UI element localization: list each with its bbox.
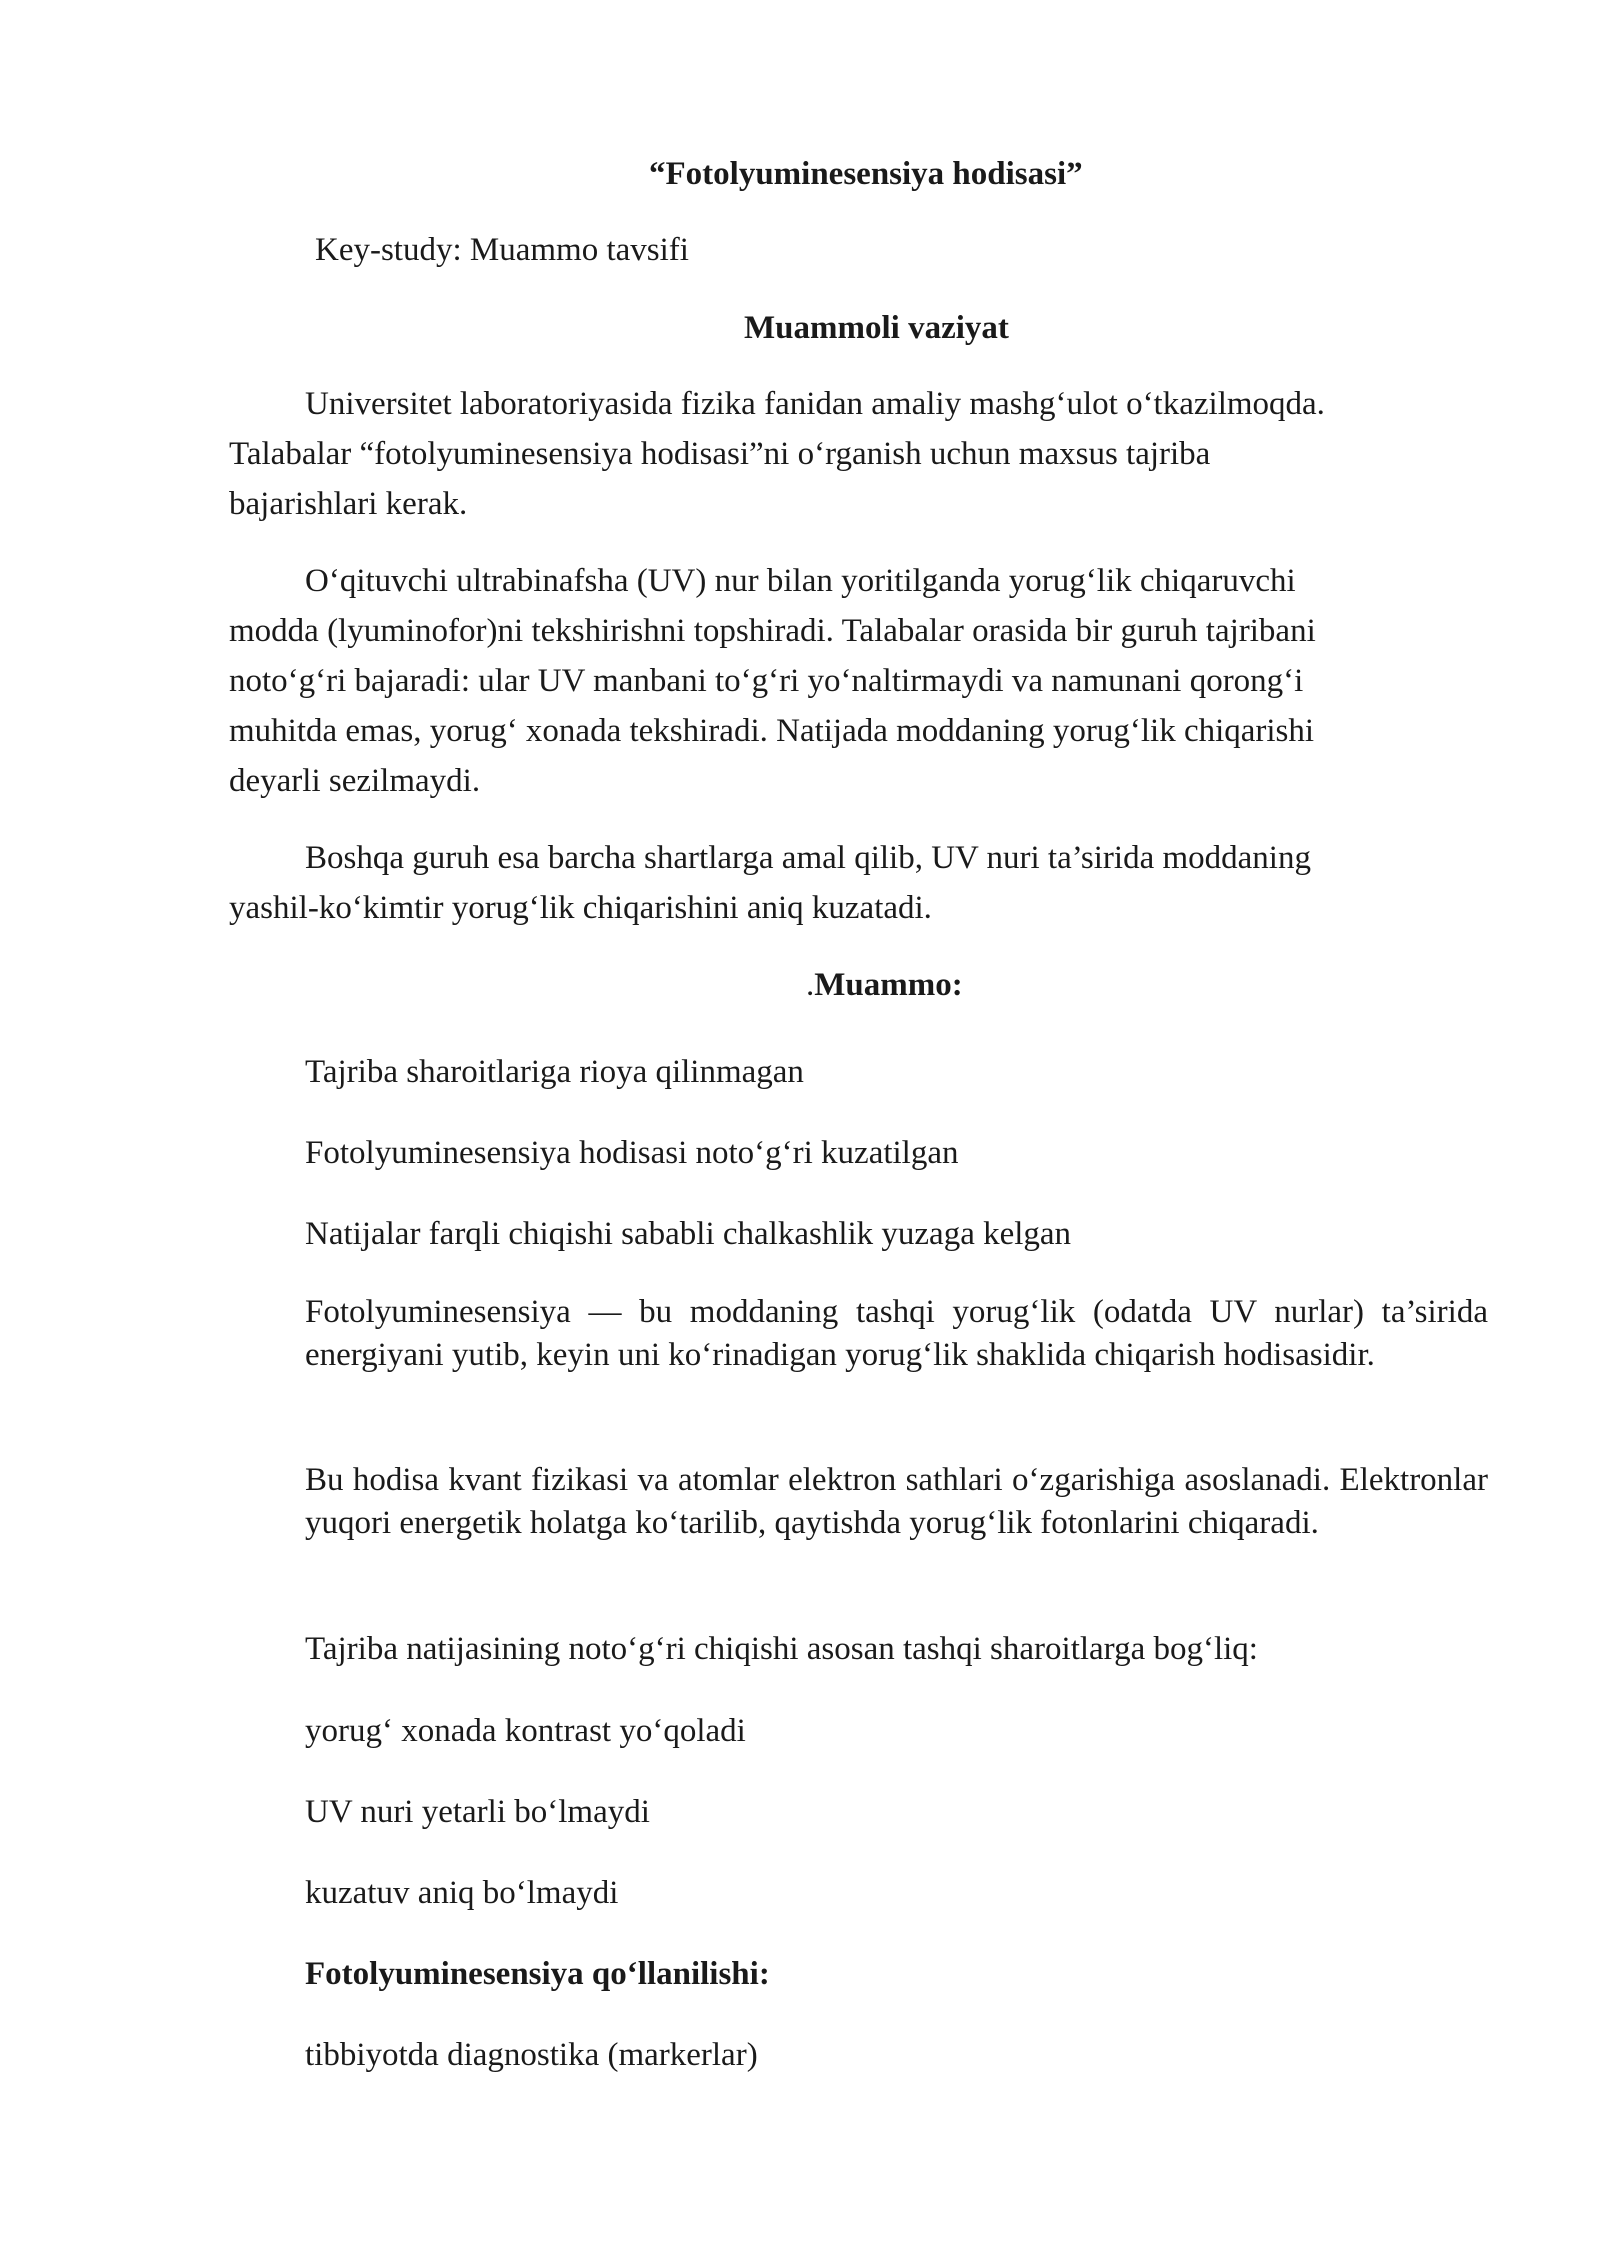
applications-heading: Fotolyuminesensiya qo‘llanilishi:	[305, 1956, 770, 1992]
paragraph-2-line: muhitda emas, yorug‘ xonada tekshiradi. Natijada moddaning yorug‘lik chiqarishi	[229, 713, 1315, 749]
definition-paragraph: Fotolyuminesensiya — bu moddaning tashqi yorug‘lik (odatda UV nurlar) ta’sirida energiyani yutib, keyin uni ko‘rinadigan yorug‘lik shaklida chiqarish hodisasidir.	[305, 1294, 1488, 1373]
paragraph-1-line: Universitet laboratoriyasida fizika fanidan amaliy mashg‘ulot o‘tkazilmoqda.	[305, 386, 1325, 422]
paragraph-1-line: bajarishlari kerak.	[229, 486, 468, 522]
paragraph-3-line: Boshqa guruh esa barcha shartlarga amal qilib, UV nuri ta’sirida moddaning	[305, 840, 1311, 876]
problem-heading	[806, 969, 963, 1002]
causes-intro: Tajriba natijasining noto‘g‘ri chiqishi asosan tashqi sharoitlarga bog‘liq:	[305, 1631, 1258, 1667]
problem-item: Natijalar farqli chiqishi sababli chalkashlik yuzaga kelgan	[305, 1216, 1072, 1252]
paragraph-1-line: Talabalar “fotolyuminesensiya hodisasi”ni o‘rganish uchun maxsus tajriba	[229, 436, 1211, 472]
section-heading: Muammoli vaziyat	[744, 310, 1009, 346]
paragraph-2-line: modda (lyuminofor)ni tekshirishni topshiradi. Talabalar orasida bir guruh tajribani	[229, 613, 1316, 649]
cause-item: UV nuri yetarli bo‘lmaydi	[305, 1794, 650, 1830]
application-item: tibbiyotda diagnostika (markerlar)	[305, 2037, 758, 2073]
document-title: “Fotolyuminesensiya hodisasi”	[649, 156, 1083, 192]
explanation-paragraph: Bu hodisa kvant fizikasi va atomlar elektron sathlari o‘zgarishiga asoslanadi. Elektronlar yuqori energetik holatga ko‘tarilib, qaytishda yorug‘lik fotonlarini chiqaradi.	[305, 1462, 1488, 1541]
problem-heading-text: Muammo:	[814, 967, 963, 1003]
keystudy-label: Key-study: Muammo tavsifi	[315, 232, 689, 268]
paragraph-2-line: deyarli sezilmaydi.	[229, 763, 481, 799]
cause-item: kuzatuv aniq bo‘lmaydi	[305, 1875, 619, 1911]
paragraph-3-line: yashil-ko‘kimtir yorug‘lik chiqarishini aniq kuzatadi.	[229, 890, 932, 926]
problem-heading-prefix: .	[806, 967, 815, 1003]
problem-item: Fotolyuminesensiya hodisasi noto‘g‘ri kuzatilgan	[305, 1135, 959, 1171]
paragraph-2-line: O‘qituvchi ultrabinafsha (UV) nur bilan yoritilganda yorug‘lik chiqaruvchi	[305, 563, 1296, 599]
paragraph-2-line: noto‘g‘ri bajaradi: ular UV manbani to‘g‘ri yo‘naltirmaydi va namunani qorong‘i	[229, 663, 1304, 699]
problem-item: Tajriba sharoitlariga rioya qilinmagan	[305, 1054, 804, 1090]
cause-item: yorug‘ xonada kontrast yo‘qoladi	[305, 1713, 746, 1749]
